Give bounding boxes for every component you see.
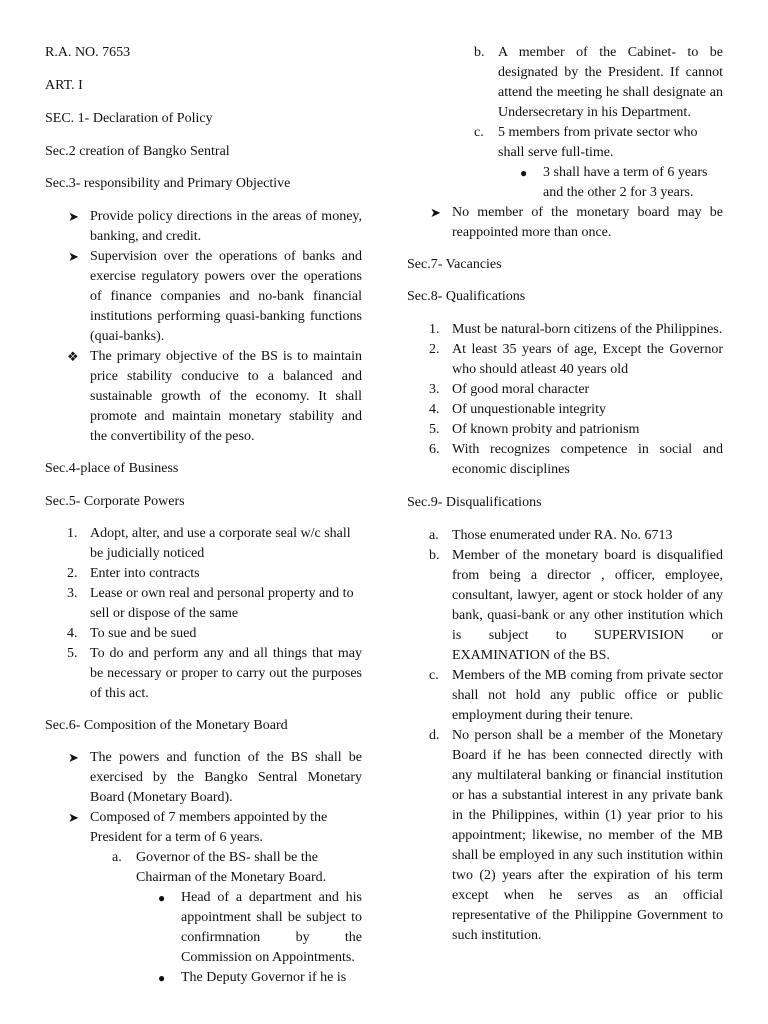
list-item: b. Member of the monetary board is disqualified from being a director , officer, employee, consultant, lawyer, agent or stock holder of any bank, quasi-bank or any other institution which is subject to SUPERVISION or EXAMINATION of the BS.	[429, 548, 723, 663]
sec6-list	[45, 748, 362, 988]
list-number: 5.	[429, 422, 440, 437]
list-letter: a.	[112, 850, 122, 865]
section-heading: Sec.5- Corporate Powers	[45, 494, 185, 509]
sec3-list	[45, 207, 362, 447]
list-item: 3. Of good moral character	[407, 380, 723, 400]
list-item: ➤ Provide policy directions in the areas of money, banking, and credit.	[68, 209, 362, 244]
section-heading: Sec.7- Vacancies	[407, 257, 502, 272]
section-heading: Sec.9- Disqualifications	[407, 495, 542, 510]
list-letter: c.	[429, 668, 439, 683]
article-heading: ART. I	[45, 78, 83, 93]
dot-bullet-icon: ●	[158, 891, 166, 905]
list-item: 1. Adopt, alter, and use a corporate seal w/c shall be judicially noticed	[67, 526, 351, 561]
dot-bullet-icon: ●	[158, 971, 166, 985]
list-number: 5.	[67, 646, 78, 661]
sec9-list	[407, 526, 723, 946]
left-column	[45, 43, 362, 988]
list-item: 6. With recognizes competence in social and economic disciplines	[429, 442, 723, 477]
list-item: 4. Of unquestionable integrity	[407, 400, 723, 420]
list-letter: b.	[474, 45, 485, 60]
arrow-bullet-icon: ➤	[68, 810, 79, 825]
list-item: 5. To do and perform any and all things that may be necessary or proper to carry out the purposes of this act.	[67, 646, 362, 701]
list-item: ➤ Composed of 7 members appointed by the President for a term of 6 years.	[68, 810, 328, 845]
list-number: 6.	[429, 442, 440, 457]
list-item: b. A member of the Cabinet- to be designated by the President. If cannot attend the meeting he shall designate an Undersecretary in his Department.	[474, 45, 723, 120]
list-number: 3.	[429, 382, 440, 397]
list-item: ➤ The powers and function of the BS shall be exercised by the Bangko Sentral Monetary Board (Monetary Board).	[68, 750, 362, 805]
arrow-bullet-icon: ➤	[68, 249, 79, 264]
list-item: 5. Of known probity and patrionism	[407, 420, 723, 440]
list-letter: d.	[429, 728, 440, 743]
list-number: 4.	[429, 402, 440, 417]
list-item: ● 3 shall have a term of 6 years and the other 2 for 3 years.	[520, 165, 708, 200]
arrow-bullet-icon: ➤	[68, 750, 79, 765]
list-number: 2.	[429, 342, 440, 357]
list-item: d. No person shall be a member of the Monetary Board if he has been connected directly with any multilateral banking or financial institution or has a substantial interest in any private bank in the Philippines, within (1) year prior to his appointment; likewise, no member of the MB shall be employed in any such institution within two (2) years after the expiration of his term except when he serves as an official representative of the Philippine Government to such institution.	[429, 728, 723, 943]
section-heading: Sec.2 creation of Bangko Sentral	[45, 144, 230, 159]
law-title: R.A. NO. 7653	[45, 45, 131, 60]
right-column	[407, 43, 723, 946]
list-item: ➤ Supervision over the operations of banks and exercise regulatory powers over the operations of finance companies and no-bank financial institutions performing quasi-banking functions (quai-banks).	[68, 249, 362, 344]
section-heading: Sec.4-place of Business	[45, 461, 179, 476]
list-item: 3. Lease or own real and personal property and to sell or dispose of the same	[67, 586, 354, 621]
list-item: 2. Enter into contracts	[45, 564, 362, 584]
arrow-bullet-icon: ➤	[430, 205, 441, 220]
list-number: 3.	[67, 586, 78, 601]
list-item: ● The Deputy Governor if he is	[45, 968, 362, 988]
list-letter: a.	[429, 528, 439, 543]
list-number: 2.	[67, 566, 78, 581]
list-item: 4. To sue and be sued	[45, 624, 362, 644]
section-heading: Sec.3- responsibility and Primary Objective	[45, 176, 291, 191]
section-heading: SEC. 1- Declaration of Policy	[45, 111, 213, 126]
list-item: 2. At least 35 years of age, Except the Governor who should atleast 40 years old	[429, 342, 723, 377]
section-heading: Sec.6- Composition of the Monetary Board	[45, 718, 288, 733]
list-item: 1. Must be natural-born citizens of the Philippines.	[407, 320, 723, 340]
list-letter: b.	[429, 548, 440, 563]
list-item: ● Head of a department and his appointment shall be subject to confirmnation by the Commission on Appointments.	[158, 890, 362, 965]
list-number: 4.	[67, 626, 78, 641]
diamond-bullet-icon: ❖	[67, 349, 79, 364]
list-item: a. Governor of the BS- shall be the Chairman of the Monetary Board.	[112, 850, 327, 885]
list-item: c. 5 members from private sector who shall serve full-time.	[474, 125, 698, 160]
list-number: 1.	[67, 526, 78, 541]
list-item: ❖ The primary objective of the BS is to maintain price stability conducive to a balanced and sustainable growth of the economy. It shall promote and maintain monetary stability and the convertibility of the peso.	[67, 349, 362, 444]
sec5-list	[45, 524, 362, 704]
dot-bullet-icon: ●	[520, 166, 528, 180]
list-letter: c.	[474, 125, 484, 140]
arrow-bullet-icon: ➤	[68, 209, 79, 224]
list-item: c. Members of the MB coming from private sector shall not hold any public office or public employment during their tenure.	[429, 668, 723, 723]
sec8-list	[407, 320, 723, 480]
section-heading: Sec.8- Qualifications	[407, 289, 526, 304]
list-number: 1.	[429, 322, 440, 337]
list-item: a. Those enumerated under RA. No. 6713	[407, 526, 723, 546]
list-item: ➤ No member of the monetary board may be reappointed more than once.	[430, 205, 723, 240]
